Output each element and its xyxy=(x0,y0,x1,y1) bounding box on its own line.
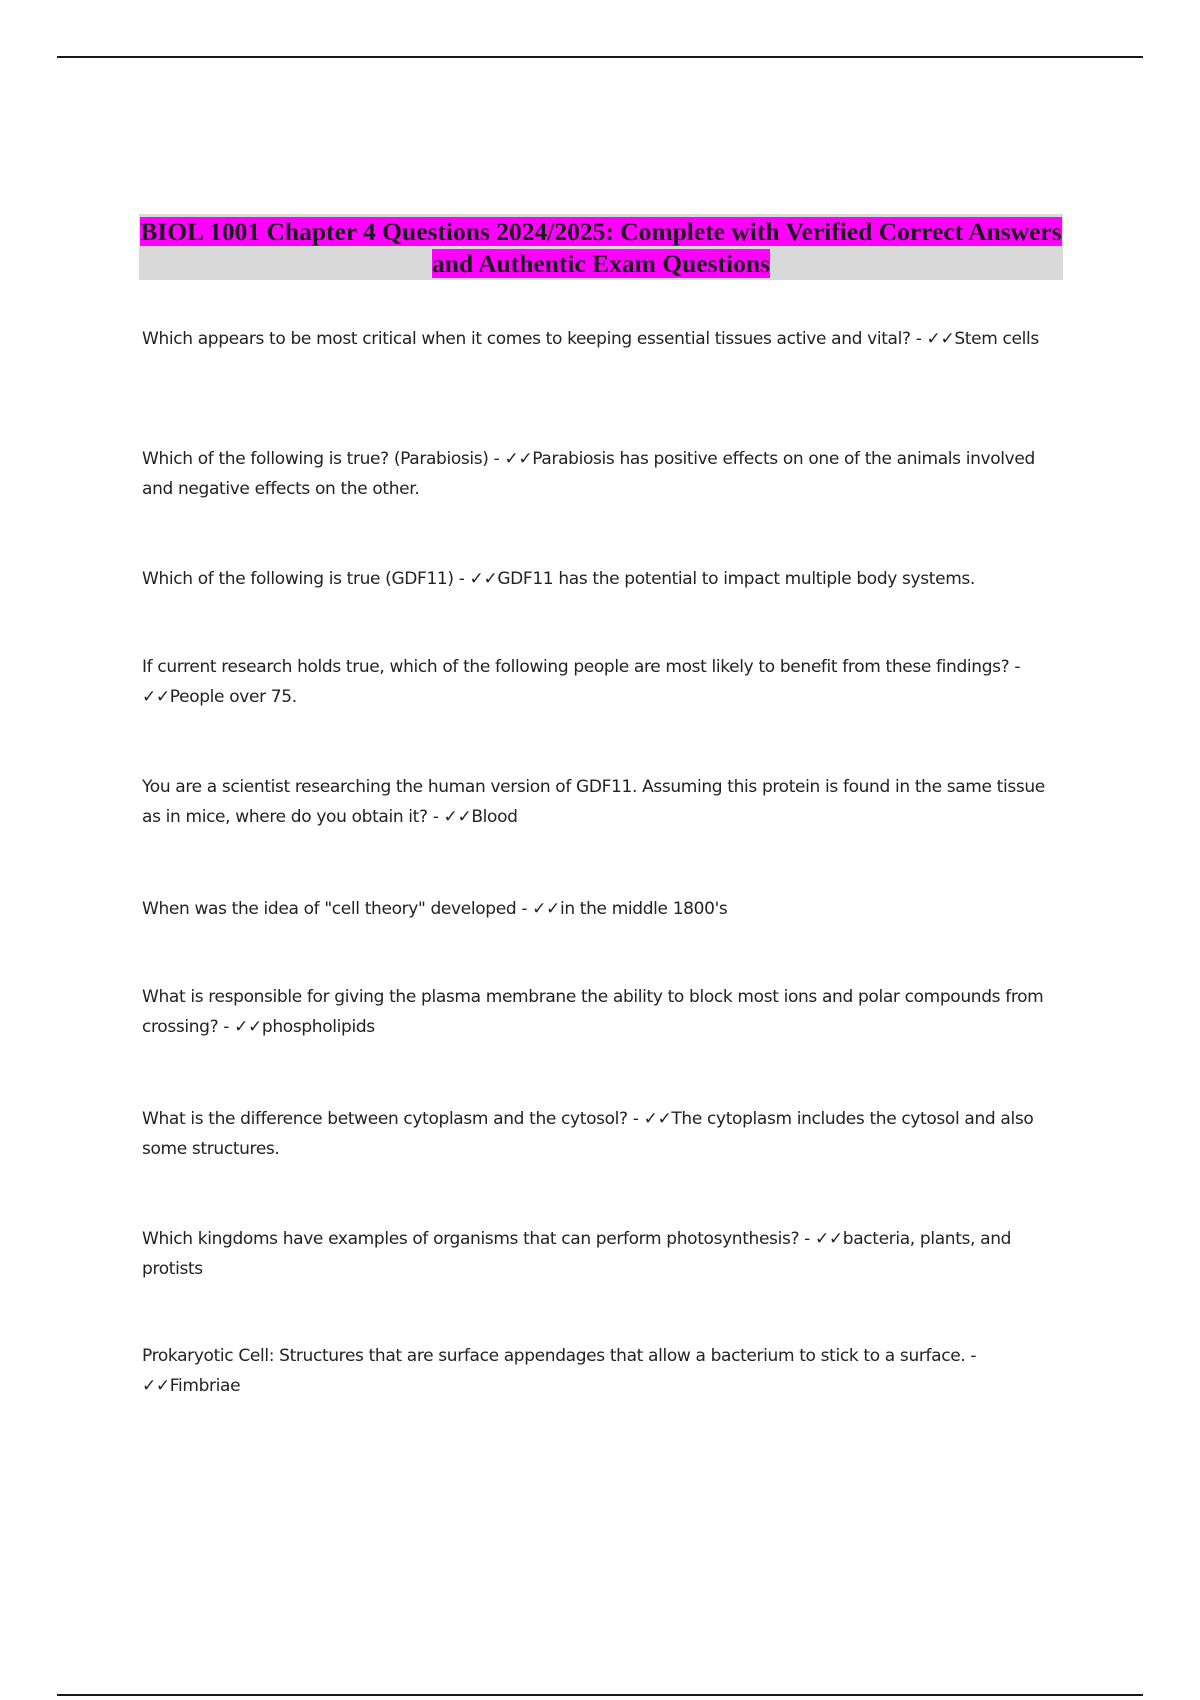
qa-item-3: Which of the following is true (GDF11) - ✓✓GDF11 has the potential to impact multiple body systems. xyxy=(142,569,975,589)
qa-item-6: When was the idea of "cell theory" developed - ✓✓in the middle 1800's xyxy=(142,899,728,919)
qa-item-1: Which appears to be most critical when it comes to keeping essential tissues active and vital? - ✓✓Stem cells xyxy=(142,329,1039,349)
qa-item-10: Prokaryotic Cell: Structures that are surface appendages that allow a bacterium to stick to a surface. - ✓✓Fimbriae xyxy=(142,1346,977,1396)
bottom-rule xyxy=(57,1694,1143,1696)
title-band xyxy=(139,214,1063,280)
qa-item-7: What is responsible for giving the plasma membrane the ability to block most ions and polar compounds from crossing? - ✓✓phospholipids xyxy=(142,987,1044,1037)
document-title: BIOL 1001 Chapter 4 Questions 2024/2025: Complete with Verified Correct Answers and Authentic Exam Questions xyxy=(140,217,1062,278)
qa-item-4: If current research holds true, which of the following people are most likely to benefit from these findings? - ✓✓People over 75. xyxy=(142,657,1021,707)
top-rule xyxy=(57,56,1143,58)
qa-item-5: You are a scientist researching the human version of GDF11. Assuming this protein is found in the same tissue as in mice, where do you obtain it? - ✓✓Blood xyxy=(142,777,1045,827)
qa-item-9: Which kingdoms have examples of organisms that can perform photosynthesis? - ✓✓bacteria, plants, and protists xyxy=(142,1229,1012,1279)
qa-item-8: What is the difference between cytoplasm and the cytosol? - ✓✓The cytoplasm includes the cytosol and also some structures. xyxy=(142,1109,1034,1159)
qa-item-2: Which of the following is true? (Parabiosis) - ✓✓Parabiosis has positive effects on one of the animals involved and negative effects on the other. xyxy=(142,449,1035,499)
